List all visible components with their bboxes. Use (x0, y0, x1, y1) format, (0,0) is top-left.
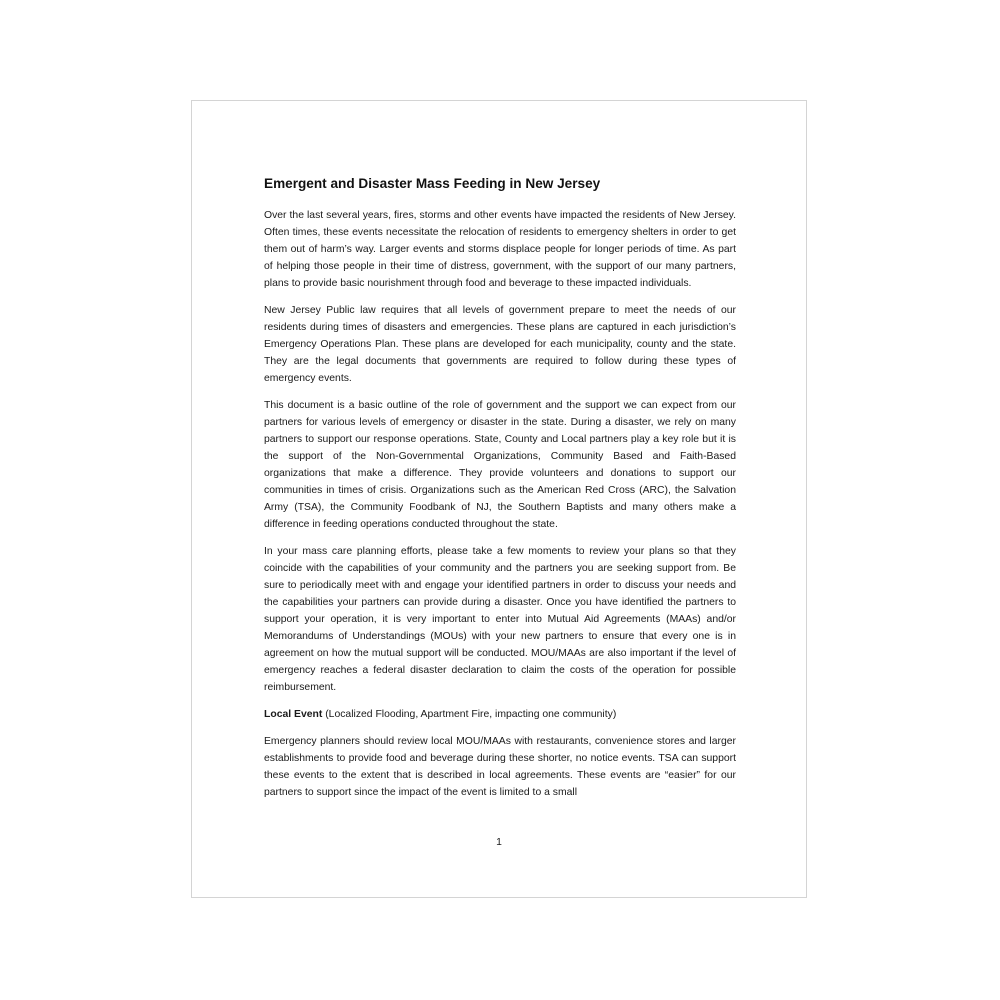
document-title: Emergent and Disaster Mass Feeding in New Jersey (264, 176, 601, 191)
page-number: 1 (496, 837, 502, 848)
paragraph-planning-efforts: In your mass care planning efforts, please take a few moments to review your plans so that they coincide with the capabilities of your community and the partners you are seeking support from. Be sure to periodically meet with and engage your identified partners in order to discuss your needs and the capabilities your partners can provide during a disaster. Once you have identified the partners to support your operation, it is very important to enter into Mutual Aid Agreements (MAAs) and/or Memorandums of Understandings (MOUs) with your new partners to ensure that every one is in agreement on how the mutual support will be conducted. MOU/MAAs are also important if the level of emergency reaches a federal disaster declaration to claim the costs of the operation for possible reimbursement. (264, 546, 736, 693)
paragraph-local-event: Emergency planners should review local MOU/MAAs with restaurants, convenience stores and larger establishments to provide food and beverage during these shorter, no notice events. TSA can support these events to the extent that is described in local agreements. These events are “easier” for our partners to support since the impact of the event is limited to a small (264, 736, 736, 798)
local-event-label: Local Event (264, 709, 323, 720)
local-event-heading (264, 706, 736, 723)
paragraph-public-law: New Jersey Public law requires that all levels of government prepare to meet the needs of our residents during times of disasters and emergencies. These plans are captured in each jurisdiction’s Emergency Operations Plan. These plans are developed for each municipality, county and the state. They are the legal documents that governments are required to follow during these types of emergency events. (264, 305, 736, 384)
document-page (191, 100, 807, 898)
paragraph-intro: Over the last several years, fires, storms and other events have impacted the residents of New Jersey. Often times, these events necessitate the relocation of residents to emergency shelters in order to get them out of harm’s way. Larger events and storms displace people for longer periods of time. As part of helping those people in their time of distress, government, with the support of our many partners, plans to provide basic nourishment through food and beverage to these impacted individuals. (264, 210, 736, 289)
page-content (264, 175, 736, 811)
paragraph-role-of-government: This document is a basic outline of the role of government and the support we can expect from our partners for various levels of emergency or disaster in the state. During a disaster, we rely on many partners to support our response operations. State, County and Local partners play a key role but it is the support of the Non-Governmental Organizations, Community Based and Faith-Based organizations that make a difference. They provide volunteers and donations to support our communities in times of crisis. Organizations such as the American Red Cross (ARC), the Salvation Army (TSA), the Community Foodbank of NJ, the Southern Baptists and many others make a difference in feeding operations conducted throughout the state. (264, 400, 736, 530)
local-event-subtitle: (Localized Flooding, Apartment Fire, impacting one community) (322, 709, 617, 720)
